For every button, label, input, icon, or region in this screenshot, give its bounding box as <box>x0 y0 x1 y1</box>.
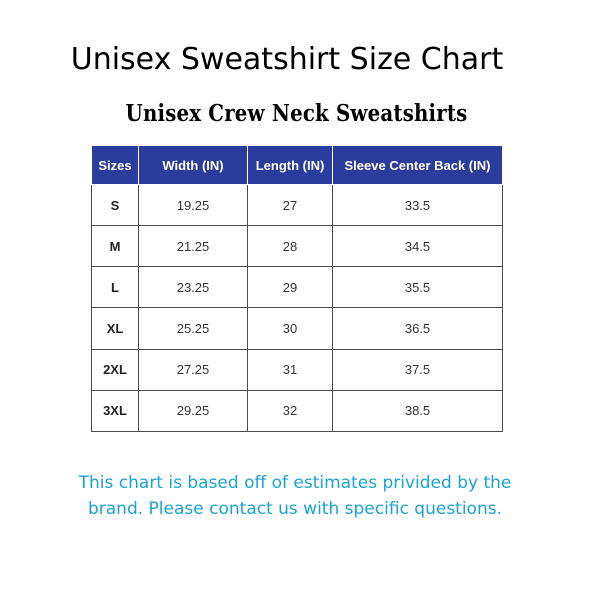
length-cell: 30 <box>248 308 333 349</box>
table-row <box>92 185 503 226</box>
sleeve-cell: 33.5 <box>333 185 503 226</box>
width-cell: 23.25 <box>139 267 248 308</box>
table-subtitle: Unisex Crew Neck Sweatshirts <box>125 100 468 127</box>
table-header-row <box>92 146 503 185</box>
header-sizes: Sizes <box>92 146 139 185</box>
width-cell: 21.25 <box>139 226 248 267</box>
disclaimer-line-1: This chart is based off of estimates privided by the <box>78 473 512 493</box>
table-row <box>92 308 503 349</box>
sleeve-cell: 37.5 <box>333 349 503 390</box>
size-cell: L <box>92 267 139 308</box>
length-cell: 32 <box>248 390 333 431</box>
sleeve-cell: 36.5 <box>333 308 503 349</box>
header-sleeve: Sleeve Center Back (IN) <box>333 146 503 185</box>
length-cell: 29 <box>248 267 333 308</box>
size-table <box>91 145 503 432</box>
disclaimer-line-2: brand. Please contact us with specific questions. <box>87 499 502 519</box>
length-cell: 31 <box>248 349 333 390</box>
sleeve-cell: 35.5 <box>333 267 503 308</box>
header-length: Length (IN) <box>248 146 333 185</box>
size-cell: M <box>92 226 139 267</box>
table-row <box>92 390 503 431</box>
sleeve-cell: 34.5 <box>333 226 503 267</box>
width-cell: 29.25 <box>139 390 248 431</box>
width-cell: 25.25 <box>139 308 248 349</box>
sleeve-cell: 38.5 <box>333 390 503 431</box>
size-cell: S <box>92 185 139 226</box>
table-row <box>92 349 503 390</box>
width-cell: 19.25 <box>139 185 248 226</box>
length-cell: 28 <box>248 226 333 267</box>
length-cell: 27 <box>248 185 333 226</box>
table-row <box>92 267 503 308</box>
disclaimer-note <box>40 470 550 522</box>
size-cell: XL <box>92 308 139 349</box>
table-row <box>92 226 503 267</box>
page-title: Unisex Sweatshirt Size Chart <box>70 42 504 77</box>
size-cell: 3XL <box>92 390 139 431</box>
width-cell: 27.25 <box>139 349 248 390</box>
size-cell: 2XL <box>92 349 139 390</box>
header-width: Width (IN) <box>139 146 248 185</box>
